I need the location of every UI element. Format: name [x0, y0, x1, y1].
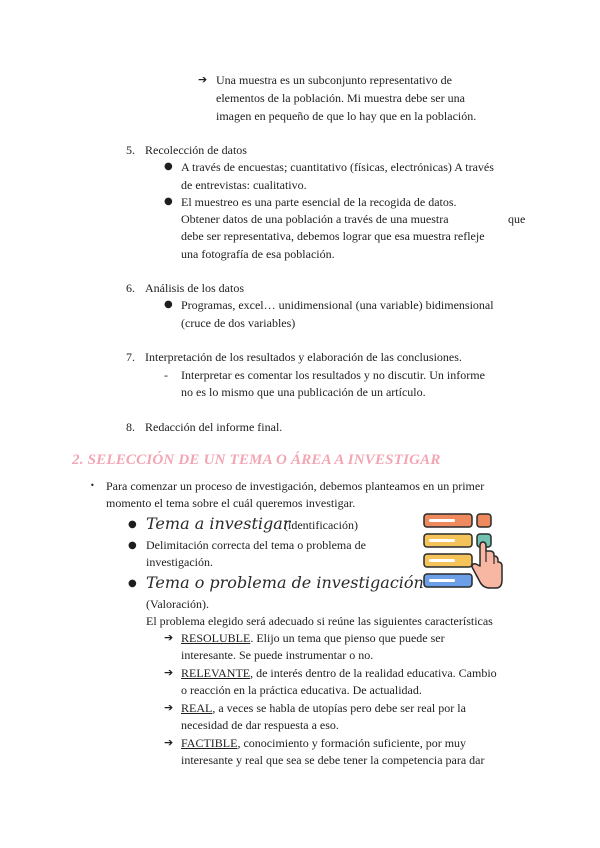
- bullet-icon: ●: [164, 196, 173, 207]
- list-number: 6.: [126, 281, 135, 295]
- bullet-icon: ●: [164, 161, 173, 172]
- text-line: Una muestra es un subconjunto representativo de: [216, 73, 452, 87]
- arrow-icon: ➔: [164, 631, 174, 644]
- list-number: 7.: [126, 350, 135, 364]
- list-title: Interpretación de los resultados y elaboración de las conclusiones.: [145, 350, 462, 364]
- text-line: Delimitación correcta del tema o problema de: [146, 538, 366, 552]
- list-title: Recolección de datos: [145, 143, 247, 157]
- criterion-key: RESOLUBLE: [181, 631, 251, 645]
- criterion-rest: . Elijo un tema que pienso que puede ser: [250, 631, 445, 645]
- text-line: interesante. Se puede instrumentar o no.: [181, 648, 374, 662]
- text-line: Interpretar es comentar los resultados y no discutir. Un informe: [181, 368, 485, 382]
- text-line: A través de encuestas; cuantitativo (físicas, electrónicas) A través: [181, 160, 494, 174]
- criterion-line: [181, 665, 497, 682]
- text-line: investigación.: [146, 555, 213, 569]
- criterion-key: FACTIBLE: [181, 736, 238, 750]
- valoracion-text: (Valoración).: [146, 597, 209, 611]
- criteria-intro: El problema elegido será adecuado si reúne las siguientes características: [146, 614, 493, 628]
- text-line: o reacción en la práctica educativa. De actualidad.: [181, 683, 422, 697]
- text-line: El muestreo es una parte esencial de la recogida de datos.: [181, 195, 457, 209]
- text-line: elementos de la población. Mi muestra debe ser una: [216, 91, 465, 105]
- text-line: Obtener datos de una población a través de una muestra: [181, 212, 449, 226]
- arrow-icon: ➔: [164, 701, 174, 714]
- list-chip: [477, 514, 491, 527]
- tema-title: Tema a investigar: [146, 514, 291, 533]
- arrow-icon: ➔: [164, 736, 174, 749]
- criterion-key: RELEVANTE: [181, 666, 251, 680]
- selection-list-illustration-icon: [420, 510, 504, 594]
- criterion-line: [181, 735, 466, 752]
- text-line: imagen en pequeño de que lo hay que en la población.: [216, 109, 477, 123]
- criterion-line: [181, 700, 466, 717]
- text-line: Para comenzar un proceso de investigación, debemos planteamos en un primer: [106, 479, 485, 493]
- criterion-line: [181, 630, 445, 647]
- bullet-icon: ●: [164, 299, 173, 310]
- text-line: (cruce de dos variables): [181, 316, 296, 330]
- arrow-icon: ➔: [164, 666, 174, 679]
- criterion-rest: , de interés dentro de la realidad educativa. Cambio: [250, 666, 497, 680]
- text-line: necesidad de dar respuesta a eso.: [181, 718, 339, 732]
- section-heading: 2. SELECCIÓN DE UN TEMA O ÁREA A INVESTIGAR: [72, 452, 441, 468]
- list-number: 5.: [126, 143, 135, 157]
- tema-note: (identificación): [284, 518, 358, 532]
- text-line: no es lo mismo que una publicación de un artículo.: [181, 385, 426, 399]
- text-line: de entrevistas: cualitativo.: [181, 178, 307, 192]
- list-title: Redacción del informe final.: [145, 420, 283, 434]
- criterion-rest: , conocimiento y formación suficiente, por muy: [237, 736, 467, 750]
- criterion-key: REAL: [181, 701, 213, 715]
- text-line: una fotografía de esa población.: [181, 247, 335, 261]
- bullet-icon: ●: [128, 519, 137, 530]
- criterion-rest: , a veces se habla de utopías pero debe ser real por la: [212, 701, 466, 715]
- text-line: Programas, excel… unidimensional (una variable) bidimensional: [181, 298, 494, 312]
- list-title: Análisis de los datos: [145, 281, 244, 295]
- list-number: 8.: [126, 420, 135, 434]
- text-line: debe ser representativa, debemos lograr que esa muestra refleje: [181, 229, 485, 243]
- arrow-icon: ➔: [198, 73, 208, 86]
- text-line: interesante y real que sea se debe tener la competencia para dar: [181, 753, 485, 767]
- bullet-icon: ●: [128, 578, 137, 589]
- bullet-icon: ●: [128, 540, 137, 551]
- hand-icon: [472, 542, 502, 588]
- text-line: que: [508, 212, 526, 226]
- dash-marker: -: [164, 368, 168, 382]
- text-line: momento el tema sobre el cuál queremos investigar.: [106, 496, 356, 510]
- problema-title: Tema o problema de investigación: [146, 573, 424, 592]
- bullet-icon: •: [90, 481, 95, 490]
